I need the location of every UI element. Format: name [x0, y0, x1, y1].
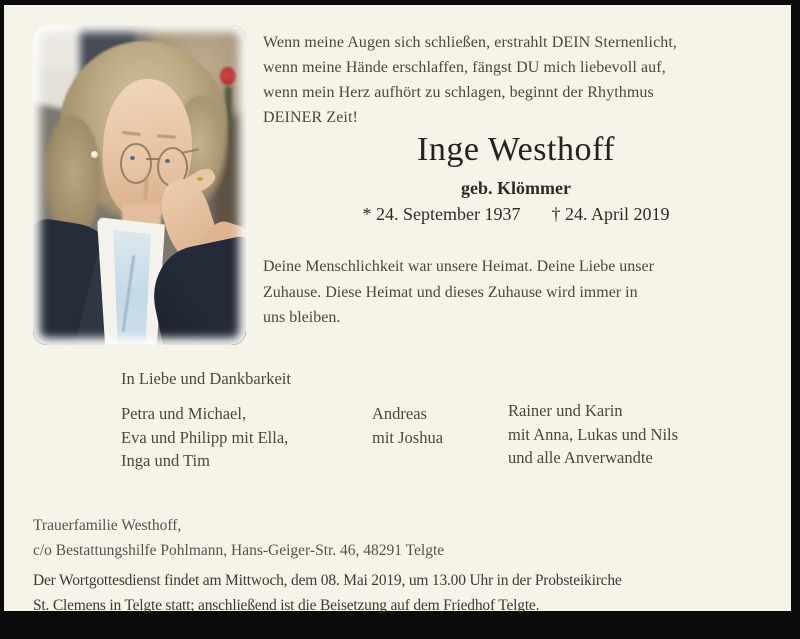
- mourners-heading: In Liebe und Dankbarkeit: [121, 369, 291, 388]
- contact-line: Trauerfamilie Westhoff,: [33, 517, 182, 534]
- tribute-paragraph: [263, 254, 654, 331]
- mourner-line: mit Anna, Lukas und Nils: [508, 424, 679, 444]
- deceased-name: Inge Westhoff: [417, 131, 615, 168]
- mourners-column-2: [372, 402, 443, 449]
- service-announcement: [33, 568, 622, 618]
- tribute-line: uns bleiben.: [263, 309, 341, 326]
- tribute-line: Zuhause. Diese Heimat und dieses Zuhause wird immer in: [263, 283, 638, 301]
- mourners-column-3: [508, 399, 678, 470]
- contact-block: [33, 513, 444, 563]
- mourner-line: Petra und Michael,: [121, 404, 247, 423]
- life-dates: [263, 204, 769, 225]
- contact-line: c/o Bestattungshilfe Pohlmann, Hans-Geiger-Str. 46, 48291 Telgte: [33, 542, 445, 559]
- opening-verse: [263, 30, 677, 130]
- service-line: Der Wortgottesdienst findet am Mittwoch, dem 08. Mai 2019, um 13.00 Uhr in der Probsteikirche: [33, 572, 622, 589]
- deceased-block: [263, 131, 769, 225]
- birth-date: 24. September 1937: [376, 204, 521, 224]
- mourner-line: und alle Anverwandte: [508, 448, 653, 467]
- mourner-line: mit Joshua: [372, 427, 444, 447]
- mourner-line: Rainer und Karin: [508, 401, 623, 420]
- maiden-name: geb. Klömmer: [461, 178, 571, 198]
- verse-line: DEINER Zeit!: [263, 109, 358, 126]
- verse-line: wenn mein Herz aufhört zu schlagen, beginnt der Rhythmus: [263, 84, 654, 101]
- mourner-line: Andreas: [372, 404, 427, 423]
- portrait-photo: [33, 25, 246, 345]
- service-line: St. Clemens in Telgte statt; anschließend ist die Beisetzung auf dem Friedhof Telgte.: [33, 597, 540, 614]
- mourner-line: Inga und Tim: [121, 451, 210, 470]
- verse-line: Wenn meine Augen sich schließen, erstrahlt DEIN Sternenlicht,: [263, 34, 678, 51]
- mourners-column-1: [121, 402, 288, 473]
- death-date: 24. April 2019: [564, 204, 670, 224]
- photo-soft-border: [33, 25, 246, 345]
- mourner-line: Eva und Philipp mit Ella,: [121, 427, 289, 447]
- verse-line: wenn meine Hände erschlaffen, fängst DU mich liebevoll auf,: [263, 59, 666, 76]
- tribute-line: Deine Menschlichkeit war unsere Heimat. Deine Liebe unser: [263, 258, 654, 275]
- birth-symbol: *: [362, 204, 372, 224]
- death-symbol: †: [551, 204, 561, 224]
